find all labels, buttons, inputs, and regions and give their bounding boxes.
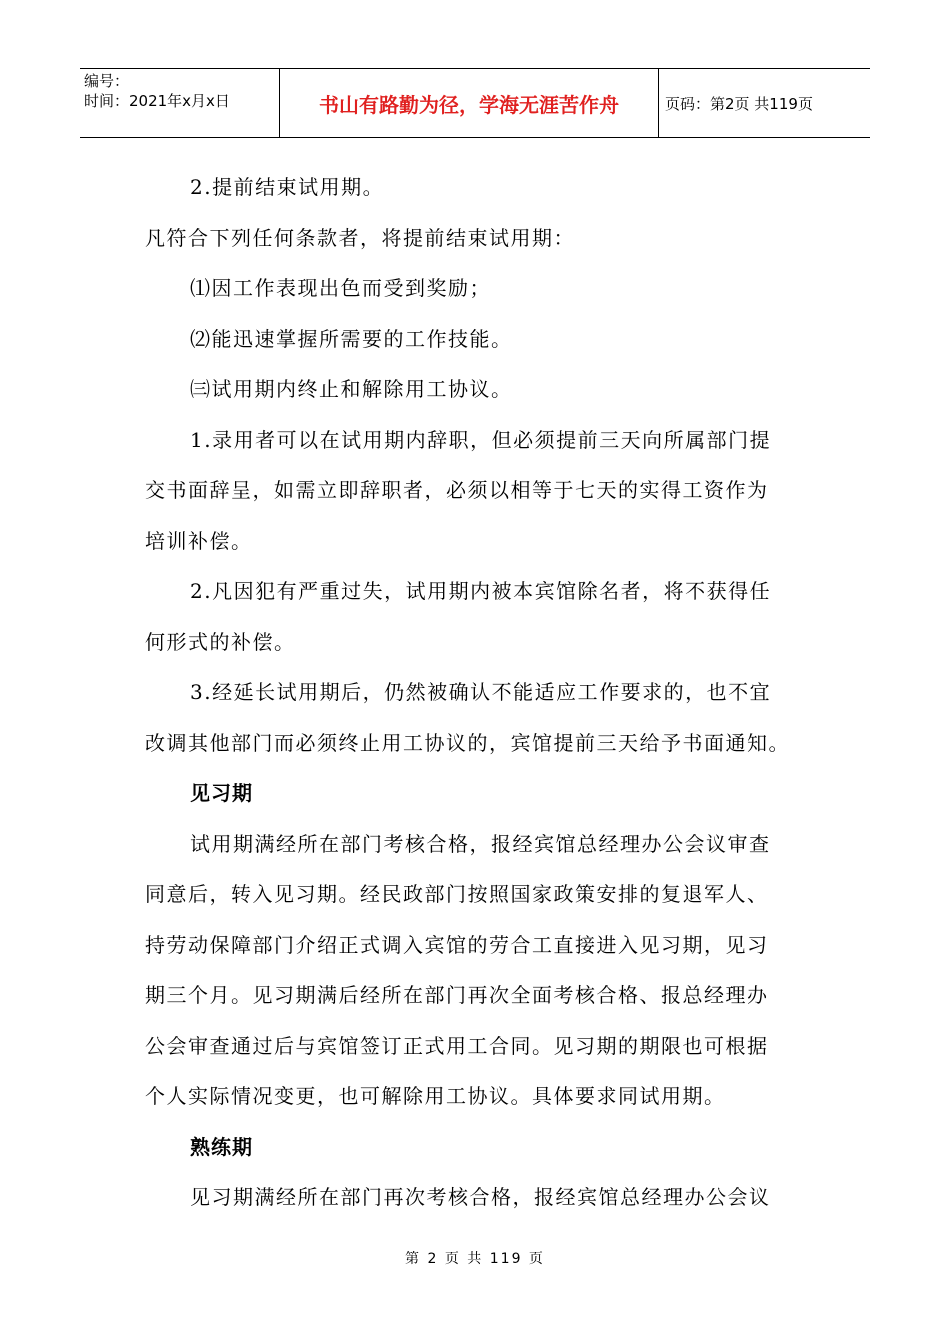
section-heading: 见习期 [190,781,253,805]
text-line: 2.凡因犯有严重过失，试用期内被本宾馆除名者，将不获得任 [190,579,772,603]
paragraph: 2.提前结束试用期。 [190,175,385,199]
page-header [80,68,870,138]
paragraph [145,566,810,667]
header-page-info: 页码：第2页 共119页 [665,94,813,113]
document-body [145,162,810,1223]
text-line: 持劳动保障部门介绍正式调入宾馆的劳合工直接进入见习期，见习 [145,932,769,957]
document-number-label: 编号： [84,72,130,90]
section-heading: ㈢试用期内终止和解除用工协议。 [190,377,513,401]
text-line: 见习期满经所在部门再次考核合格，报经宾馆总经理办公会议 [190,1185,771,1209]
list-item: ⑵能迅速掌握所需要的工作技能。 [190,326,513,351]
text-line: 个人实际情况变更，也可解除用工协议。具体要求同试用期。 [145,1084,726,1108]
paragraph: 凡符合下列任何条款者，将提前结束试用期： [145,225,575,250]
text-line: 期三个月。见习期满后经所在部门再次全面考核合格、报总经理办 [145,983,769,1007]
list-item: ⑴因工作表现出色而受到奖励； [190,276,491,300]
paragraph [145,1172,810,1223]
text-line: 培训补偿。 [145,528,253,553]
document-date: 时间：2021年x月x日 [84,92,230,110]
text-line: 1.录用者可以在试用期内辞职，但必须提前三天向所属部门提 [190,427,772,452]
text-line: 3.经延长试用期后，仍然被确认不能适应工作要求的，也不宜 [190,680,772,704]
text-line: 公会审查通过后与宾馆签订正式用工合同。见习期的期限也可根据 [145,1033,769,1058]
paragraph [145,819,810,1122]
paragraph [145,415,810,567]
text-line: 同意后，转入见习期。经民政部门按照国家政策安排的复退军人、 [145,882,769,906]
header-motto: 书山有路勤为径，学海无涯苦作舟 [280,69,659,137]
text-line: 改调其他部门而必须终止用工协议的，宾馆提前三天给予书面通知。 [145,730,790,755]
header-meta [80,69,280,137]
section-heading: 熟练期 [190,1134,253,1159]
text-line: 交书面辞呈，如需立即辞职者，必须以相等于七天的实得工资作为 [145,478,769,502]
text-line: 试用期满经所在部门考核合格，报经宾馆总经理办公会议审查 [190,831,771,856]
paragraph [145,667,810,768]
text-line: 何形式的补偿。 [145,629,296,654]
page-footer: 第 2 页 共 119 页 [405,1251,545,1267]
